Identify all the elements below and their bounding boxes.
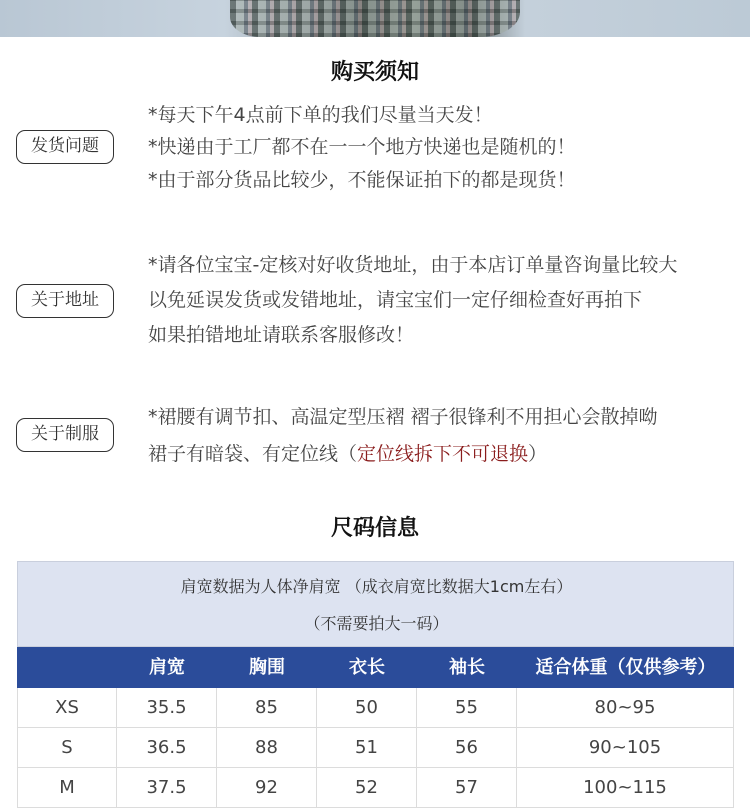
address-note-1: *请各位宝宝-定核对好收货地址，由于本店订单量咨询量比较大 bbox=[148, 254, 678, 276]
plaid-skirt-image bbox=[230, 0, 520, 37]
col-header-shoulder: 肩宽 bbox=[149, 657, 185, 678]
sleeve-cell: 55 bbox=[417, 688, 517, 728]
shoulder-cell: 36.5 bbox=[117, 728, 217, 768]
shoulder-cell: 35.5 bbox=[117, 688, 217, 728]
positioning-line-warning: 定位线拆下不可退换 bbox=[357, 443, 529, 465]
chest-cell: 85 bbox=[217, 688, 317, 728]
size-note-line-1: 肩宽数据为人体净肩宽 （成衣肩宽比数据大1cm左右） bbox=[180, 577, 573, 596]
table-row bbox=[17, 768, 734, 808]
size-table-header bbox=[17, 647, 734, 688]
table-row bbox=[17, 728, 734, 768]
tag-uniform: 关于制服 bbox=[16, 418, 114, 452]
address-note-3: 如果拍错地址请联系客服修改！ bbox=[148, 324, 415, 346]
purchase-notice-title: 购买须知 bbox=[330, 60, 419, 85]
shoulder-cell: 37.5 bbox=[117, 768, 217, 808]
table-row bbox=[17, 688, 734, 728]
length-cell: 52 bbox=[317, 768, 417, 808]
sleeve-cell: 56 bbox=[417, 728, 517, 768]
uniform-note-2 bbox=[148, 444, 547, 464]
shipping-note-2: *快递由于工厂都不在一一个地方快递也是随机的！ bbox=[148, 136, 576, 158]
length-cell: 50 bbox=[317, 688, 417, 728]
weight-cell: 90~105 bbox=[517, 728, 734, 768]
col-header-sleeve: 袖长 bbox=[449, 657, 485, 678]
size-info-title: 尺码信息 bbox=[330, 516, 419, 541]
chest-cell: 88 bbox=[217, 728, 317, 768]
col-header-length: 衣长 bbox=[349, 657, 385, 678]
address-note-2: 以免延误发货或发错地址，请宝宝们一定仔细检查好再拍下 bbox=[148, 289, 643, 311]
shipping-note-1: *每天下午4点前下单的我们尽量当天发！ bbox=[148, 104, 493, 126]
size-cell: M bbox=[17, 768, 117, 808]
length-cell: 51 bbox=[317, 728, 417, 768]
size-cell: S bbox=[17, 728, 117, 768]
size-table-note-box bbox=[17, 561, 734, 647]
uniform-note-1: *裙腰有调节扣、高温定型压褶 褶子很锋利不用担心会散掉呦 bbox=[148, 406, 658, 428]
col-header-weight: 适合体重（仅供参考） bbox=[535, 657, 716, 678]
tag-shipping: 发货问题 bbox=[16, 130, 114, 164]
size-note-line-2: （不需要拍大一码） bbox=[304, 614, 449, 633]
col-header-chest: 胸围 bbox=[249, 657, 285, 678]
tag-address: 关于地址 bbox=[16, 284, 114, 318]
uniform-note-2-text: 裙子有暗袋、有定位线（ bbox=[148, 443, 358, 465]
uniform-note-2-close: ） bbox=[528, 443, 548, 465]
size-cell: XS bbox=[17, 688, 117, 728]
sleeve-cell: 57 bbox=[417, 768, 517, 808]
weight-cell: 100~115 bbox=[517, 768, 734, 808]
weight-cell: 80~95 bbox=[517, 688, 734, 728]
shipping-note-3: *由于部分货品比较少，不能保证拍下的都是现货！ bbox=[148, 169, 576, 191]
product-photo-crop bbox=[0, 0, 750, 37]
chest-cell: 92 bbox=[217, 768, 317, 808]
